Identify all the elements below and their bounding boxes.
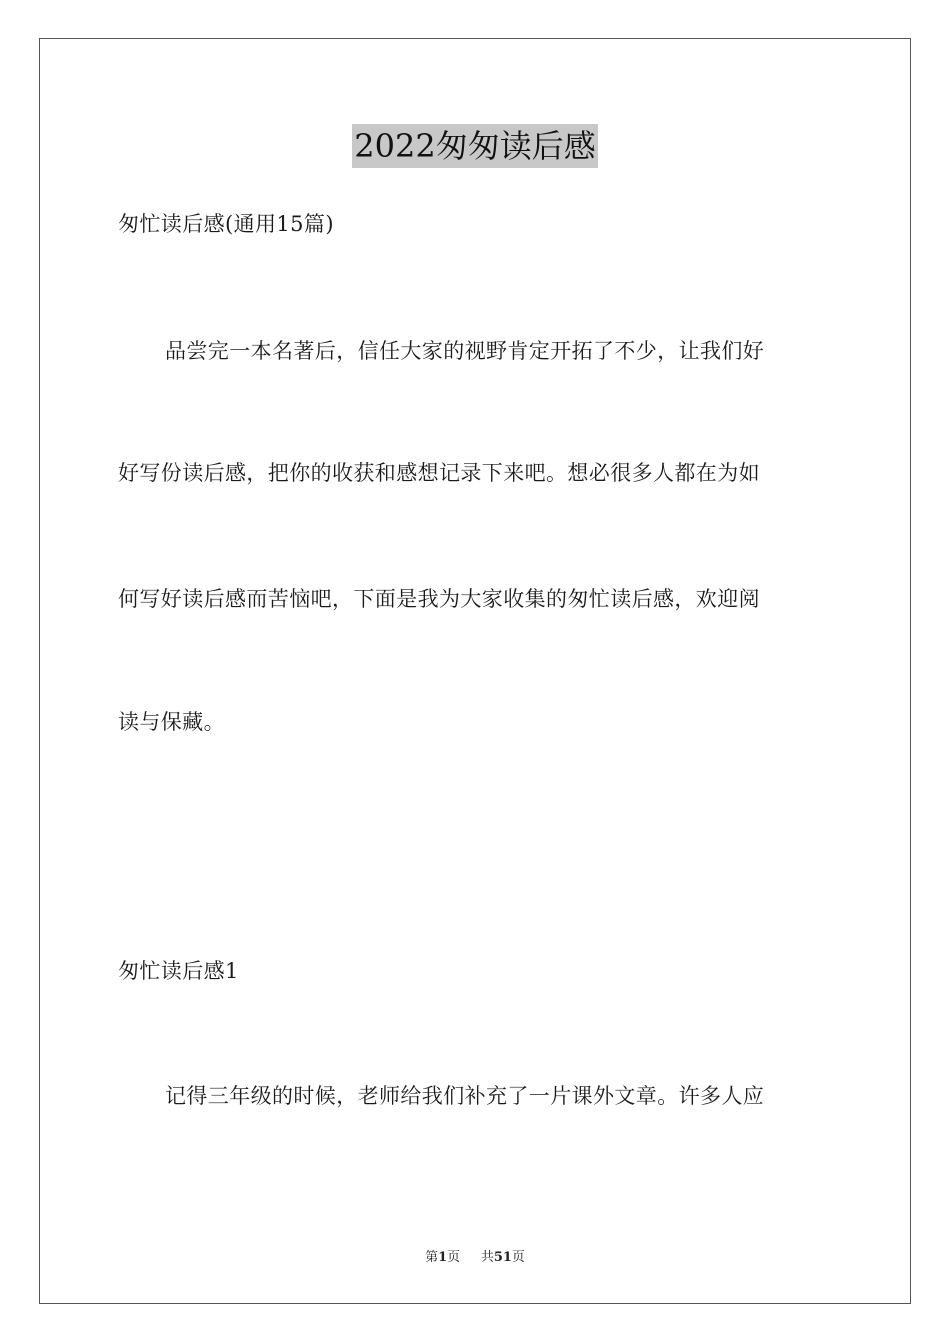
intro-line-1: 品尝完一本名著后，信任大家的视野肯定开拓了不少，让我们好 (165, 339, 765, 363)
intro-line-2: 好写份读后感，把你的收获和感想记录下来吧。想必很多人都在为如 (118, 461, 760, 485)
intro-line-3: 何写好读后感而苦恼吧，下面是我为大家收集的匆忙读后感，欢迎阅 (118, 587, 760, 611)
footer-page-number: 1 (438, 1250, 448, 1265)
document-subtitle: 匆忙读后感(通用15篇) (118, 212, 334, 236)
footer-page-prefix: 第 (425, 1250, 439, 1265)
footer-page-suffix: 页 (447, 1250, 461, 1265)
section-line-1: 记得三年级的时候，老师给我们补充了一片课外文章。许多人应 (165, 1084, 765, 1108)
intro-line-4: 读与保藏。 (118, 710, 225, 734)
section-heading: 匆忙读后感1 (118, 959, 239, 983)
document-title: 2022匆匆读后感 (352, 124, 597, 168)
footer-total-suffix: 页 (511, 1250, 525, 1265)
title-container (0, 124, 950, 168)
footer-total-pages: 51 (493, 1250, 512, 1265)
footer-total-prefix: 共 (480, 1250, 494, 1265)
page-footer (0, 1246, 950, 1265)
